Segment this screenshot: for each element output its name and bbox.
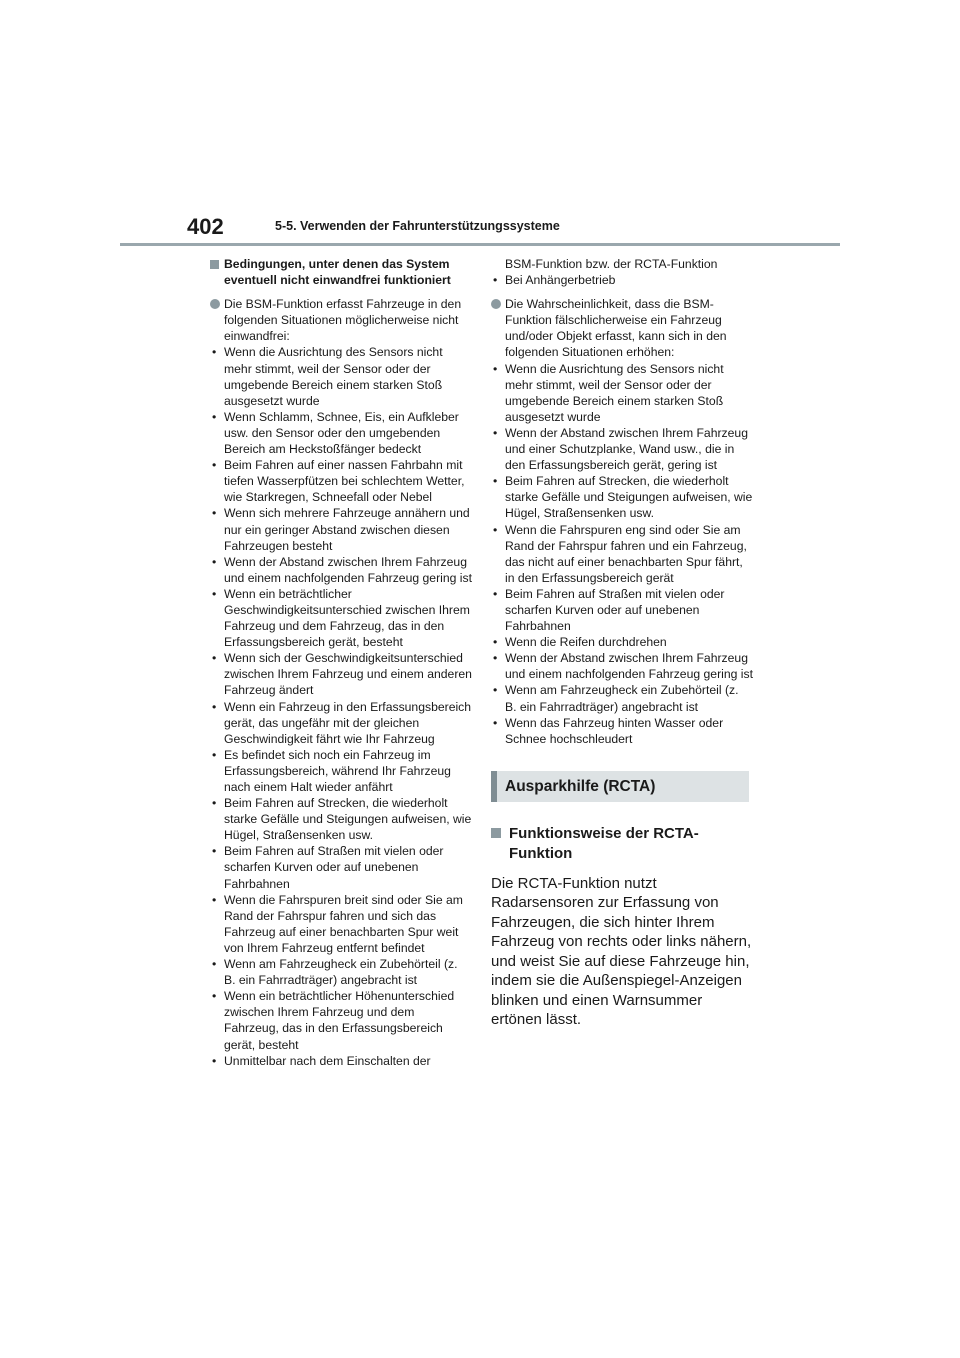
header-rule bbox=[120, 243, 840, 246]
list-item: • Wenn der Abstand zwischen Ihrem Fahrzeug und einer Schutzplanke, Wand usw., die in den Erfassungsbereich gerät, gering ist bbox=[491, 425, 753, 473]
list-item: • Wenn Schlamm, Schnee, Eis, ein Aufkleber usw. den Sensor oder den umgebenden Bereich am Heckstoßfänger bedeckt bbox=[210, 409, 472, 457]
list-item: • Beim Fahren auf Strecken, die wiederholt starke Gefälle und Steigungen aufweisen, wie Hügel, Straßensenken usw. bbox=[491, 473, 753, 521]
bullet-intro bbox=[210, 296, 472, 344]
list-item: • Unmittelbar nach dem Einschalten der bbox=[210, 1053, 472, 1069]
left-column bbox=[210, 256, 472, 1069]
continued-list bbox=[491, 272, 753, 288]
bullet-intro bbox=[491, 296, 753, 360]
list-item: • Wenn am Fahrzeugheck ein Zubehörteil (z. B. ein Fahrradträger) angebracht ist bbox=[210, 956, 472, 988]
list-item: • Wenn ein beträchtlicher Geschwindigkeitsunterschied zwischen Ihrem Fahrzeug und dem Fahrzeug, das in den Erfassungsbereich gerät, besteht bbox=[210, 586, 472, 650]
list-item: • Beim Fahren auf einer nassen Fahrbahn mit tiefen Wasserpfützen bei schlechtem Wetter, wie Starkregen, Schneefall oder Nebel bbox=[210, 457, 472, 505]
list-item: • Beim Fahren auf Strecken, die wiederholt starke Gefälle und Steigungen aufweisen, wie Hügel, Straßensenken usw. bbox=[210, 795, 472, 843]
section-heading-text: Bedingungen, unter denen das System eventuell nicht einwandfrei funktioniert bbox=[224, 257, 451, 288]
rcta-sub-heading-text: Funktionsweise der RCTA-Funktion bbox=[509, 824, 699, 862]
chapter-title: 5-5. Verwenden der Fahrunterstützungssysteme bbox=[275, 219, 560, 233]
circle-bullet-icon bbox=[491, 299, 501, 309]
section-heading bbox=[210, 256, 472, 288]
list-item: • Wenn am Fahrzeugheck ein Zubehörteil (z. B. ein Fahrradträger) angebracht ist bbox=[491, 682, 753, 714]
bullet-intro-text: Die BSM-Funktion erfasst Fahrzeuge in den folgenden Situationen möglicherweise nicht einwandfrei: bbox=[224, 297, 462, 344]
list-item: • Wenn die Fahrspuren eng sind oder Sie am Rand der Fahrspur fahren und ein Fahrzeug, das nicht auf einer benachbarten Spur fährt, in den Erfassungsbereich gerät bbox=[491, 522, 753, 586]
list-item: • Beim Fahren auf Straßen mit vielen oder scharfen Kurven oder auf unebenen Fahrbahnen bbox=[210, 843, 472, 891]
condition-list bbox=[210, 344, 472, 1068]
right-column bbox=[491, 256, 753, 1030]
list-item: • Wenn sich der Geschwindigkeitsunterschied zwischen Ihrem Fahrzeug und einem anderen Fahrzeug ändert bbox=[210, 650, 472, 698]
circle-bullet-icon bbox=[210, 299, 220, 309]
list-item: • Wenn der Abstand zwischen Ihrem Fahrzeug und einem nachfolgenden Fahrzeug gering ist bbox=[491, 650, 753, 682]
rcta-section-header bbox=[491, 771, 749, 802]
list-item: • Wenn das Fahrzeug hinten Wasser oder Schnee hochschleudert bbox=[491, 715, 753, 747]
rcta-body-text: Die RCTA-Funktion nutzt Radarsensoren zur Erfassung von Fahrzeugen, die sich hinter Ihrem Fahrzeug von rechts oder links nähern, und weist Sie auf diese Fahrzeuge hin, indem sie die Außenspiegel-Anzeigen blinken und einen Warnsummer ertönen lässt. bbox=[491, 874, 752, 1029]
page-number: 402 bbox=[187, 214, 224, 239]
square-bullet-icon bbox=[210, 260, 219, 269]
list-item: • Wenn ein beträchtlicher Höhenunterschied zwischen Ihrem Fahrzeug und dem Fahrzeug, das in den Erfassungsbereich gerät, besteht bbox=[210, 988, 472, 1052]
list-item: • Wenn die Ausrichtung des Sensors nicht mehr stimmt, weil der Sensor oder der umgebende Bereich einem starken Stoß ausgesetzt wurde bbox=[491, 361, 753, 425]
list-item: • Wenn die Ausrichtung des Sensors nicht mehr stimmt, weil der Sensor oder der umgebende Bereich einem starken Stoß ausgesetzt wurde bbox=[210, 344, 472, 408]
list-item: • Wenn der Abstand zwischen Ihrem Fahrzeug und einem nachfolgenden Fahrzeug gering ist bbox=[210, 554, 472, 586]
list-item: • Wenn die Fahrspuren breit sind oder Sie am Rand der Fahrspur fahren und sich das Fahrzeug auf einer benachbarten Spur weit von Ihrem Fahrzeug entfernt befindet bbox=[210, 892, 472, 956]
bullet-intro-text: Die Wahrscheinlichkeit, dass die BSM-Funktion fälschlicherweise ein Fahrzeug und/oder Objekt erfasst, kann sich in den folgenden Situationen erhöhen: bbox=[505, 297, 727, 360]
section-accent-bar bbox=[491, 771, 497, 802]
list-item: • Beim Fahren auf Straßen mit vielen oder scharfen Kurven oder auf unebenen Fahrbahnen bbox=[491, 586, 753, 634]
rcta-section-title: Ausparkhilfe (RCTA) bbox=[505, 777, 656, 795]
rcta-sub-heading bbox=[491, 824, 753, 864]
square-bullet-icon bbox=[491, 828, 501, 838]
list-item: • Wenn sich mehrere Fahrzeuge annähern und nur ein geringer Abstand zwischen diesen Fahrzeugen besteht bbox=[210, 505, 472, 553]
list-item: • Es befindet sich noch ein Fahrzeug im Erfassungsbereich, während Ihr Fahrzeug nach einem Halt wieder anfährt bbox=[210, 747, 472, 795]
list-item: • Bei Anhängerbetrieb bbox=[491, 272, 753, 288]
list-item: • Wenn die Reifen durchdrehen bbox=[491, 634, 753, 650]
continuation-text: BSM-Funktion bzw. der RCTA-Funktion bbox=[505, 257, 718, 271]
list-item: • Wenn ein Fahrzeug in den Erfassungsbereich gerät, das ungefähr mit der gleichen Geschwindigkeit fährt wie Ihr Fahrzeug bbox=[210, 699, 472, 747]
false-detection-list bbox=[491, 361, 753, 747]
